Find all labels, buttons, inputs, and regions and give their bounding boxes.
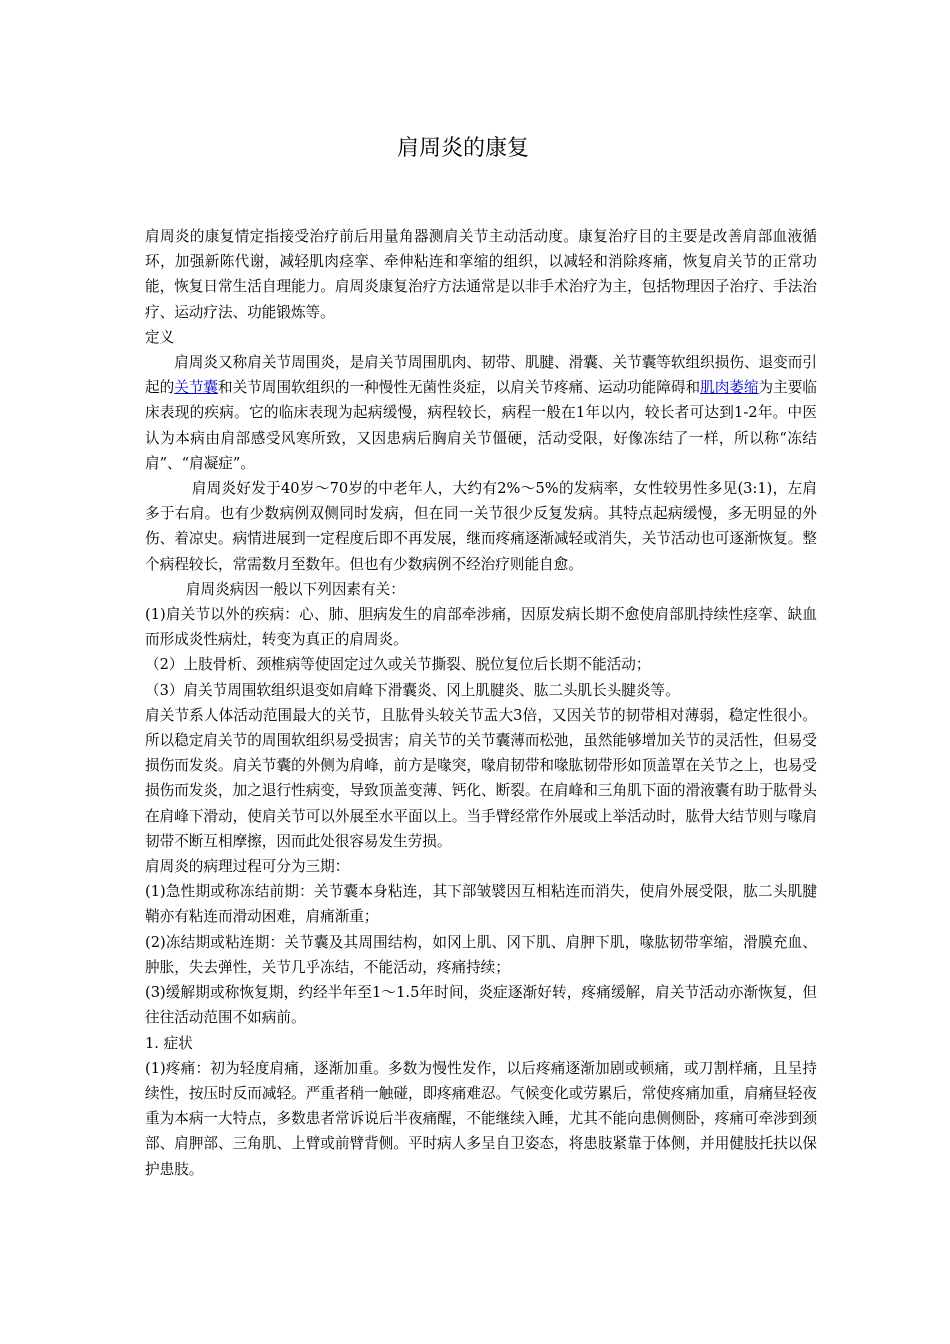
definition-text-b: 和关节周围软组织的一种慢性无菌性炎症，以肩关节疼痛、运动功能障碍和 <box>218 379 701 397</box>
epidemiology-paragraph: 肩周炎好发于40岁～70岁的中老年人，大约有2%～5%的发病率，女性较男性多见(3:1)，左肩多于右肩。也有少数病例双侧同时发病，但在同一关节很少反复发病。其特点起病缓慢，多无明显的外伤、着凉史。病情进展到一定程度后即不再发展，继而疼痛逐渐减轻或消失，关节活动也可逐渐恢复。整个病程较长，常需数月至数年。但也有少数病例不经治疗则能自愈。 <box>145 480 817 573</box>
cause-item-3: （3）肩关节周围软组织退变如肩峰下滑囊炎、冈上肌腱炎、肱二头肌长头腱炎等。 <box>145 681 680 699</box>
stage-item-1: (1)急性期或称冻结前期：关节囊本身粘连，其下部皱襞因互相粘连而消失，使肩外展受限，肱二头肌腱鞘亦有粘连而滑动困难，肩痛渐重； <box>145 883 817 926</box>
definition-text-c: 为主要临床表现的疾病。它的临床表现为起病缓慢，病程较长，病程一般在1年以内，较长者可达到1-2年。中医认为本病由肩部感受风寒所致，又因患病后胸肩关节僵硬，活动受限，好像冻结了一样，所以称“冻结肩”、“肩凝症”。 <box>145 379 817 472</box>
document-body <box>145 224 817 1182</box>
cause-item-1: (1)肩关节以外的疾病：心、肺、胆病发生的肩部牵涉痛，因原发病长期不愈使肩部肌持续性痉挛、缺血而形成炎性病灶，转变为真正的肩周炎。 <box>145 606 817 649</box>
stages-heading: 肩周炎的病理过程可分为三期： <box>145 858 350 876</box>
definition-paragraph <box>145 350 817 476</box>
joint-capsule-link[interactable]: 关节囊 <box>174 379 219 397</box>
symptom-item-1: (1)疼痛：初为轻度肩痛，逐渐加重。多数为慢性发作，以后疼痛逐渐加剧或顿痛，或刀割样痛，且呈持续性，按压时反而减轻。严重者稍一触碰，即疼痛难忍。气候变化或劳累后，常使疼痛加重，肩痛昼轻夜重为本病一大特点，多数患者常诉说后半夜痛醒，不能继续入睡，尤其不能向患侧侧卧，疼痛可牵涉到颈部、肩胛部、三角肌、上臂或前臂背侧。平时病人多呈自卫姿态，将患肢紧靠于体侧，并用健肢托扶以保护患肢。 <box>145 1059 817 1178</box>
cause-heading: 肩周炎病因一般以下列因素有关： <box>185 580 405 598</box>
symptoms-heading: 1. 症状 <box>145 1034 193 1052</box>
definition-text-a: 肩周炎又称肩关节周围炎，是肩关节周围肌肉、韧带、肌腱、滑囊、关节囊等软组织损伤、退变而引起的 <box>145 354 817 397</box>
definition-heading: 定义 <box>145 328 175 346</box>
stage-item-2: (2)冻结期或粘连期：关节囊及其周围结构，如冈上肌、冈下肌、肩胛下肌，喙肱韧带挛缩，滑膜充血、肿胀，失去弹性，关节几乎冻结，不能活动，疼痛持续； <box>145 933 817 976</box>
anatomy-paragraph: 肩关节系人体活动范围最大的关节，且肱骨头较关节盂大3倍，又因关节的韧带相对薄弱，稳定性很小。所以稳定肩关节的周围软组织易受损害；肩关节的关节囊薄而松弛，虽然能够增加关节的灵活性，但易受损伤而发炎。肩关节囊的外侧为肩峰，前方是喙突，喙肩韧带和喙肱韧带形如顶盖罩在关节之上，也易受损伤而发炎，加之退行性病变，导致顶盖变薄、钙化、断裂。在肩峰和三角肌下面的滑液囊有助于肱骨头在肩峰下滑动，使肩关节可以外展至水平面以上。当手臂经常作外展或上举活动时，肱骨大结节则与喙肩韧带不断互相摩擦，因而此处很容易发生劳损。 <box>145 706 817 850</box>
intro-paragraph: 肩周炎的康复情定指接受治疗前后用量角器测肩关节主动活动度。康复治疗目的主要是改善肩部血液循环，加强新陈代谢，减轻肌肉痉挛、牵伸粘连和挛缩的组织，以减轻和消除疼痛，恢复肩关节的正常功能，恢复日常生活自理能力。肩周炎康复治疗方法通常是以非手术治疗为主，包括物理因子治疗、手法治疗、运动疗法、功能锻炼等。 <box>145 228 817 321</box>
cause-item-2: （2）上肢骨析、颈椎病等使固定过久或关节撕裂、脱位复位后长期不能活动； <box>145 656 651 674</box>
stage-item-3: (3)缓解期或称恢复期，约经半年至1～1.5年时间，炎症逐渐好转，疼痛缓解，肩关节活动亦渐恢复，但往往活动范围不如病前。 <box>145 984 817 1027</box>
muscle-atrophy-link[interactable]: 肌肉萎缩 <box>700 379 759 397</box>
document-title: 肩周炎的康复 <box>396 136 529 161</box>
